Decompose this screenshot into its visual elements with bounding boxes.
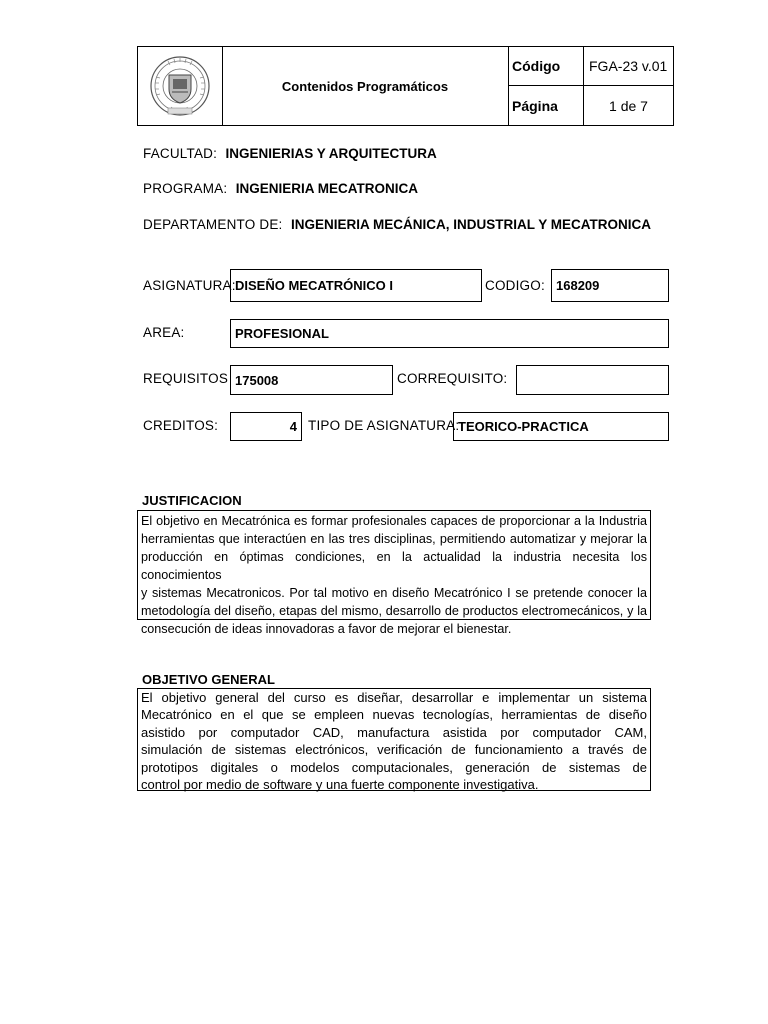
code-label: Código <box>508 47 584 86</box>
university-seal-icon <box>138 47 222 125</box>
objetivo-textbox <box>137 688 651 791</box>
justificacion-line: y sistemas Mecatronicos. Por tal motivo en diseño Mecatrónico I se pretende conocer la <box>141 586 647 600</box>
objetivo-line: El objetivo general del curso es diseñar, desarrollar e implementar un sistema <box>141 690 647 705</box>
creditos-field: 4 <box>230 412 302 441</box>
logo-cell <box>138 47 223 125</box>
programa-value: INGENIERIA MECATRONICA <box>235 181 419 196</box>
objetivo-line: control por medio de software y una fuerte componente investigativa. <box>141 777 539 793</box>
objetivo-line: asistido por computador CAD, manufactura asistida por computador CAM, <box>141 724 647 740</box>
codigo-field: 168209 <box>551 269 669 302</box>
asignatura-label: ASIGNATURA: <box>143 278 236 293</box>
objetivo-line: prototipos digitales o modelos computacionales, generación de sistemas de <box>141 759 647 775</box>
justificacion-line: producción en óptimas condiciones, en la actualidad la industria necesita los conocimientos <box>141 550 647 582</box>
requisitos-label: REQUISITOS <box>143 371 229 386</box>
justificacion-line: El objetivo en Mecatrónica es formar profesionales capaces de proporcionar a la Industria <box>141 514 647 528</box>
justificacion-line: metodología del diseño, etapas del mismo, desarrollo de productos electromecánicos, y la <box>141 604 647 618</box>
justificacion-line: herramientas que interactúen en las tres disciplinas, permitiendo automatizar y mejorar la <box>141 532 647 546</box>
objetivo-line: simulación de sistemas electrónicos, verificación de funcionamiento a través de <box>141 742 647 758</box>
programa-row <box>143 180 418 198</box>
departamento-label: DEPARTAMENTO DE: <box>143 217 283 232</box>
justificacion-textbox <box>137 510 651 636</box>
correquisito-field <box>516 365 669 395</box>
codigo-label: CODIGO: <box>485 278 545 293</box>
tipo-asignatura-label: TIPO DE ASIGNATURA: <box>308 418 460 433</box>
facultad-label: FACULTAD: <box>143 146 218 161</box>
requisitos-field: 175008 <box>230 365 393 395</box>
facultad-row <box>143 145 437 163</box>
facultad-value: INGENIERIAS Y ARQUITECTURA <box>225 146 437 161</box>
asignatura-field: DISEÑO MECATRÓNICO I <box>230 269 482 302</box>
justificacion-line: consecución de ideas innovadoras a favor de mejorar el bienestar. <box>141 622 512 636</box>
justificacion-title: JUSTIFICACION <box>142 493 242 508</box>
code-value: FGA-23 v.01 <box>584 47 673 86</box>
document-title: Contenidos Programáticos <box>222 47 509 125</box>
programa-label: PROGRAMA: <box>143 181 228 196</box>
objetivo-line: Mecatrónico en el que se empleen nuevas tecnologías, herramientas de diseño <box>141 707 647 723</box>
page-label: Página <box>508 86 584 125</box>
page-value: 1 de 7 <box>609 97 648 114</box>
area-label: AREA: <box>143 325 185 340</box>
area-field: PROFESIONAL <box>230 319 669 348</box>
tipo-asignatura-field: TEORICO-PRACTICA <box>453 412 669 441</box>
departamento-value: INGENIERIA MECÁNICA, INDUSTRIAL Y MECATRONICA <box>290 217 651 232</box>
objetivo-title: OBJETIVO GENERAL <box>142 672 275 687</box>
creditos-label: CREDITOS: <box>143 418 219 433</box>
header-table <box>137 46 674 126</box>
correquisito-label: CORREQUISITO: <box>397 371 508 386</box>
departamento-row <box>143 216 651 234</box>
